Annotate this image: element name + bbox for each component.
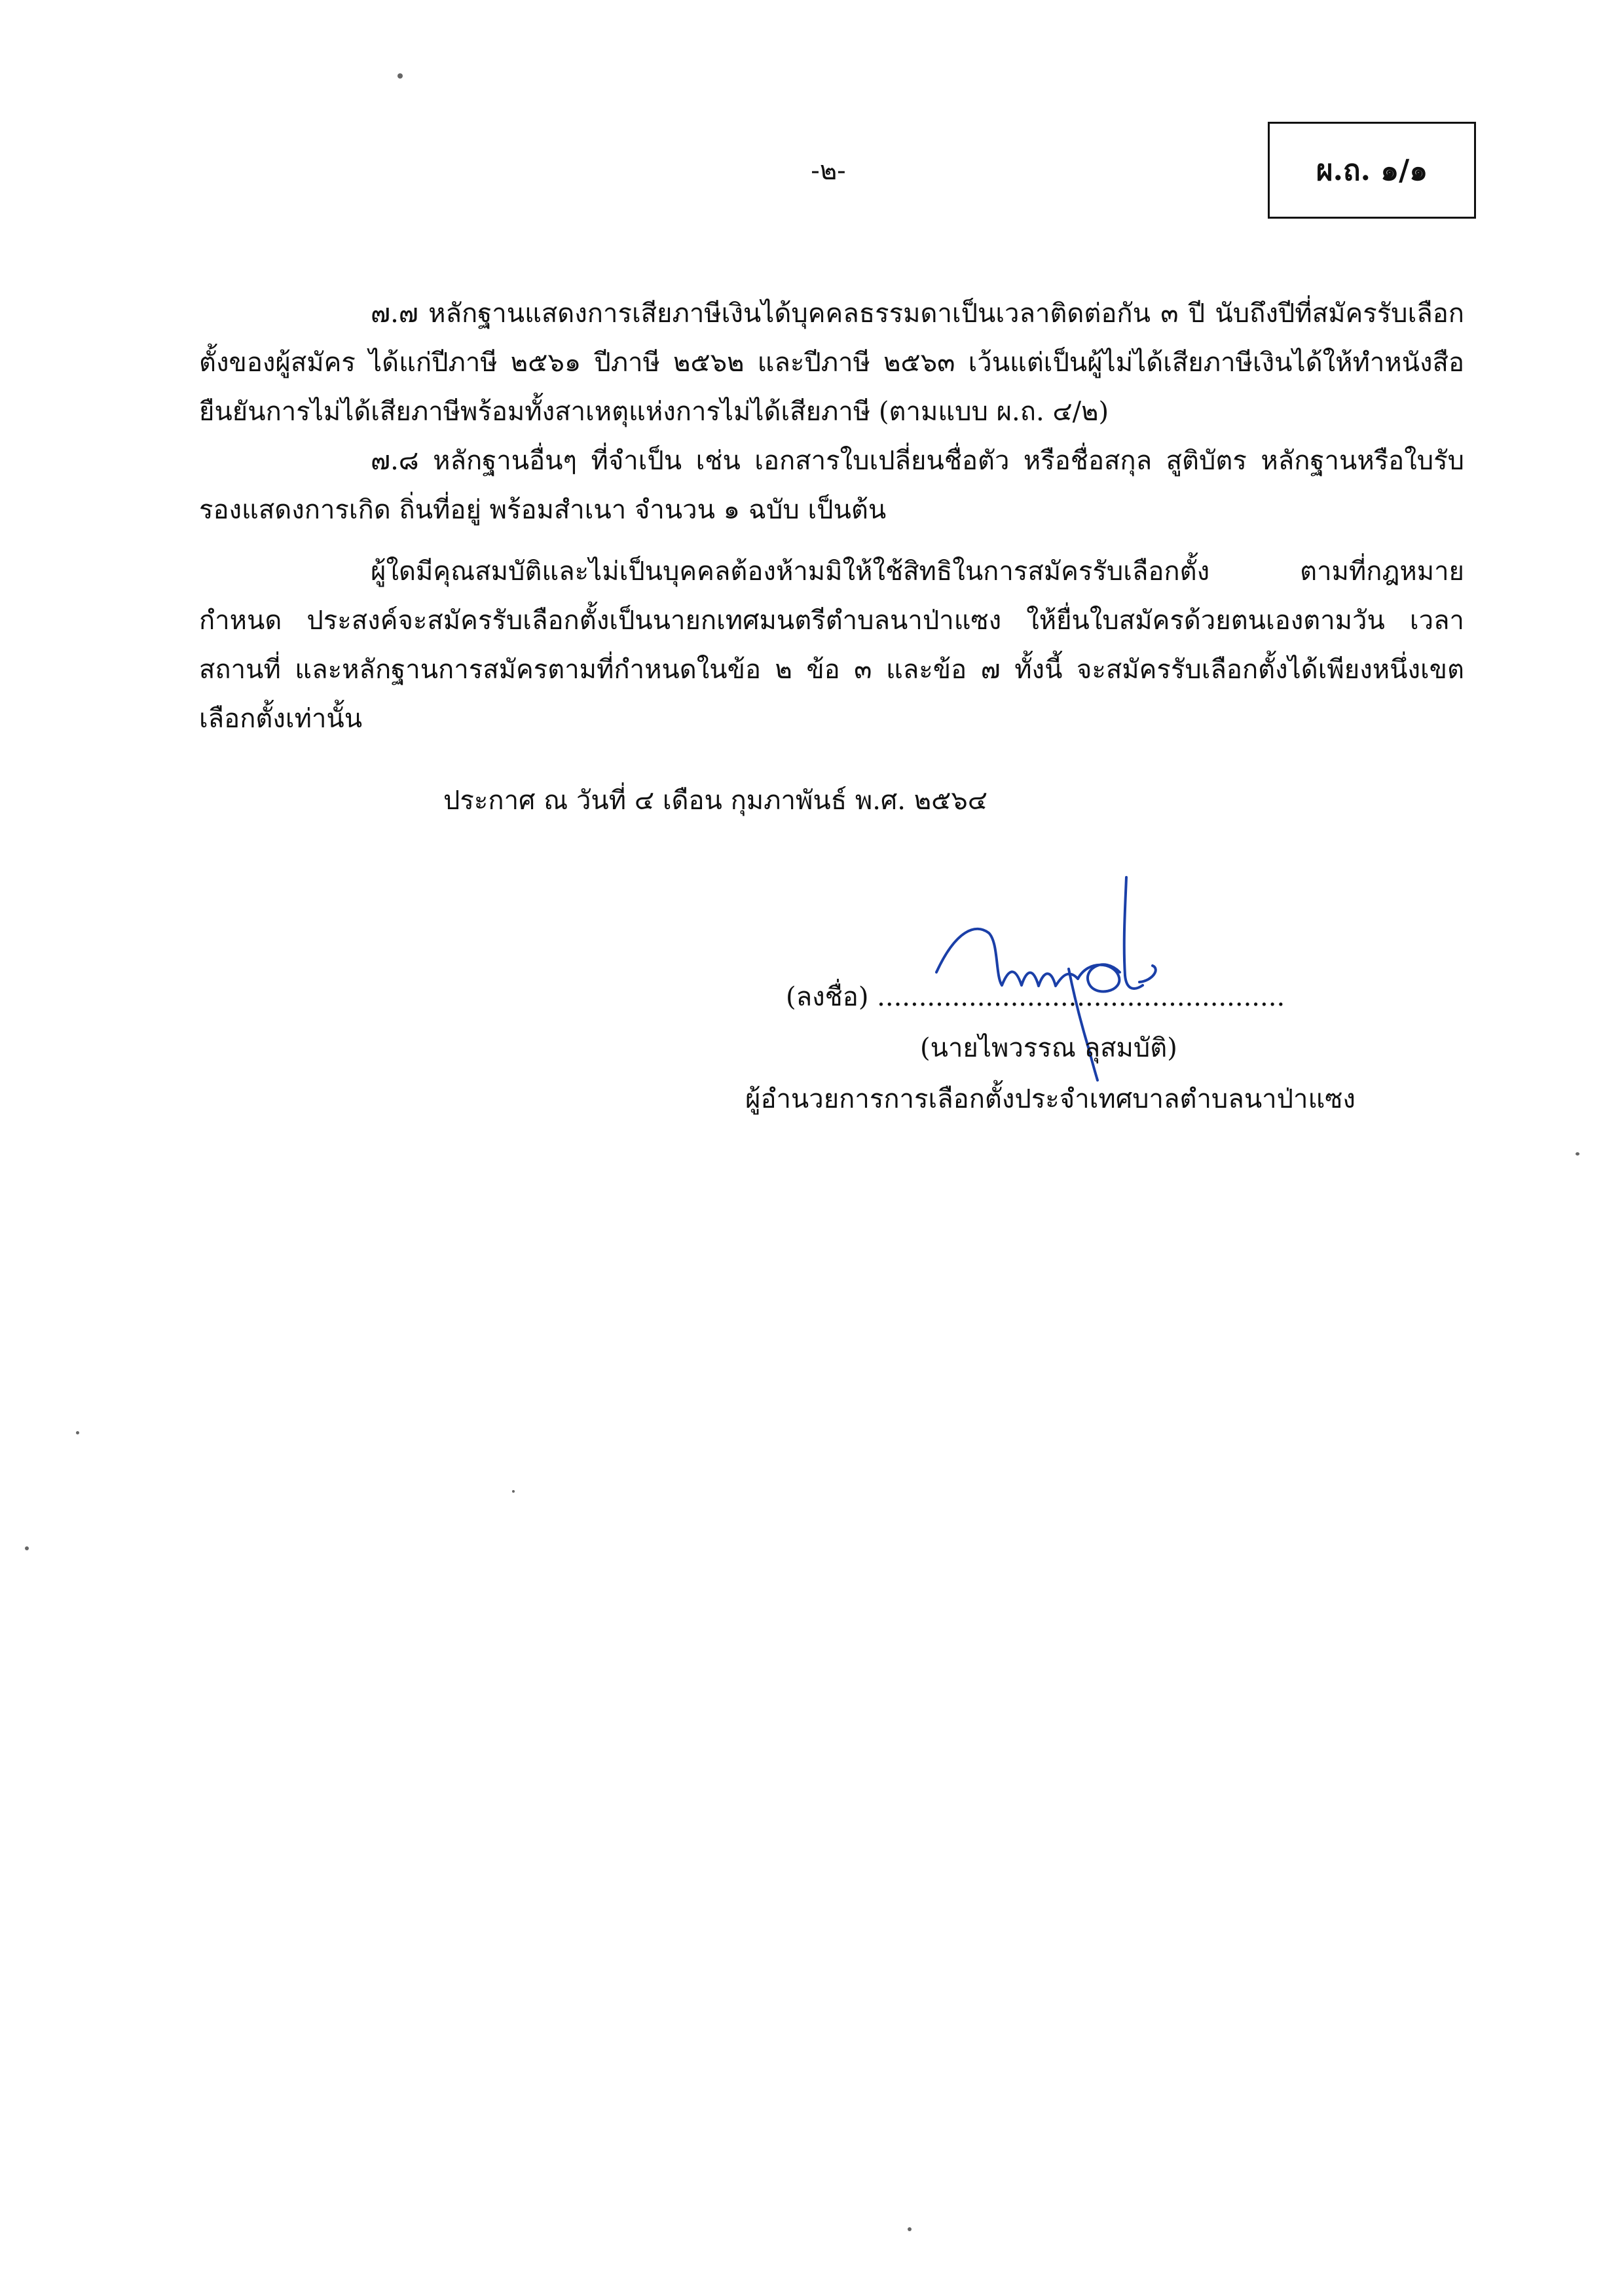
scan-speck (512, 1490, 515, 1493)
signer-title: ผู้อำนวยการการเลือกตั้งประจำเทศบาลตำบลนาป่าแซง (745, 1084, 1356, 1114)
scan-speck (76, 1431, 79, 1434)
scan-speck (908, 2227, 912, 2231)
scan-speck (397, 73, 403, 79)
page-number: -๒- (811, 156, 846, 186)
scan-speck (1576, 1152, 1579, 1156)
closing-paragraph-text: ผู้ใดมีคุณสมบัติและไม่เป็นบุคคลต้องห้ามมิให้ใช้สิทธิในการสมัครรับเลือกตั้ง ตามที่กฎหมายกำหนด ประสงค์จะสมัครรับเลือกตั้งเป็นนายกเทศมนตรีตำบลนาป่าแซง ให้ยื่นใบสมัครด้วยตนเองตามวัน เวลา สถานที่ และหลักฐานการสมัครตามที่กำหนดในข้อ ๒ ข้อ ๓ และข้อ ๗ ทั้งนี้ จะสมัครรับเลือกตั้งได้เพียงหนึ่งเขตเลือกตั้งเท่านั้น (199, 556, 1464, 734)
item-7-7-text: ๗.๗ หลักฐานแสดงการเสียภาษีเงินได้บุคคลธรรมดาเป็นเวลาติดต่อกัน ๓ ปี นับถึงปีที่สมัครรับเลือกตั้งของผู้สมัคร ได้แก่ปีภาษี ๒๕๖๑ ปีภาษี ๒๕๖๒ และปีภาษี ๒๕๖๓ เว้นแต่เป็นผู้ไม่ได้เสียภาษีเงินได้ให้ทำหนังสือยืนยันการไม่ได้เสียภาษีพร้อมทั้งสาเหตุแห่งการไม่ได้เสียภาษี (ตามแบบ ผ.ถ. ๔/๒) (199, 299, 1464, 427)
item-7-8 (199, 437, 1464, 535)
item-7-7 (199, 289, 1464, 437)
signer-name: (นายไพวรรณ ลุสมบัติ) (920, 1033, 1177, 1063)
closing-paragraph (199, 547, 1464, 744)
sign-line: (ลงชื่อ) ................................................. (786, 982, 1285, 1012)
form-code-box (1268, 122, 1476, 219)
scan-speck (25, 1546, 29, 1550)
form-code: ผ.ถ. ๑/๑ (1316, 154, 1428, 187)
item-7-8-text: ๗.๘ หลักฐานอื่นๆ ที่จำเป็น เช่น เอกสารใบเปลี่ยนชื่อตัว หรือชื่อสกุล สูติบัตร หลักฐานหรือใบรับรองแสดงการเกิด ถิ่นที่อยู่ พร้อมสำเนา จำนวน ๑ ฉบับ เป็นต้น (199, 446, 1464, 525)
announcement-date: ประกาศ ณ วันที่ ๔ เดือน กุมภาพันธ์ พ.ศ. ๒๕๖๔ (443, 786, 988, 816)
